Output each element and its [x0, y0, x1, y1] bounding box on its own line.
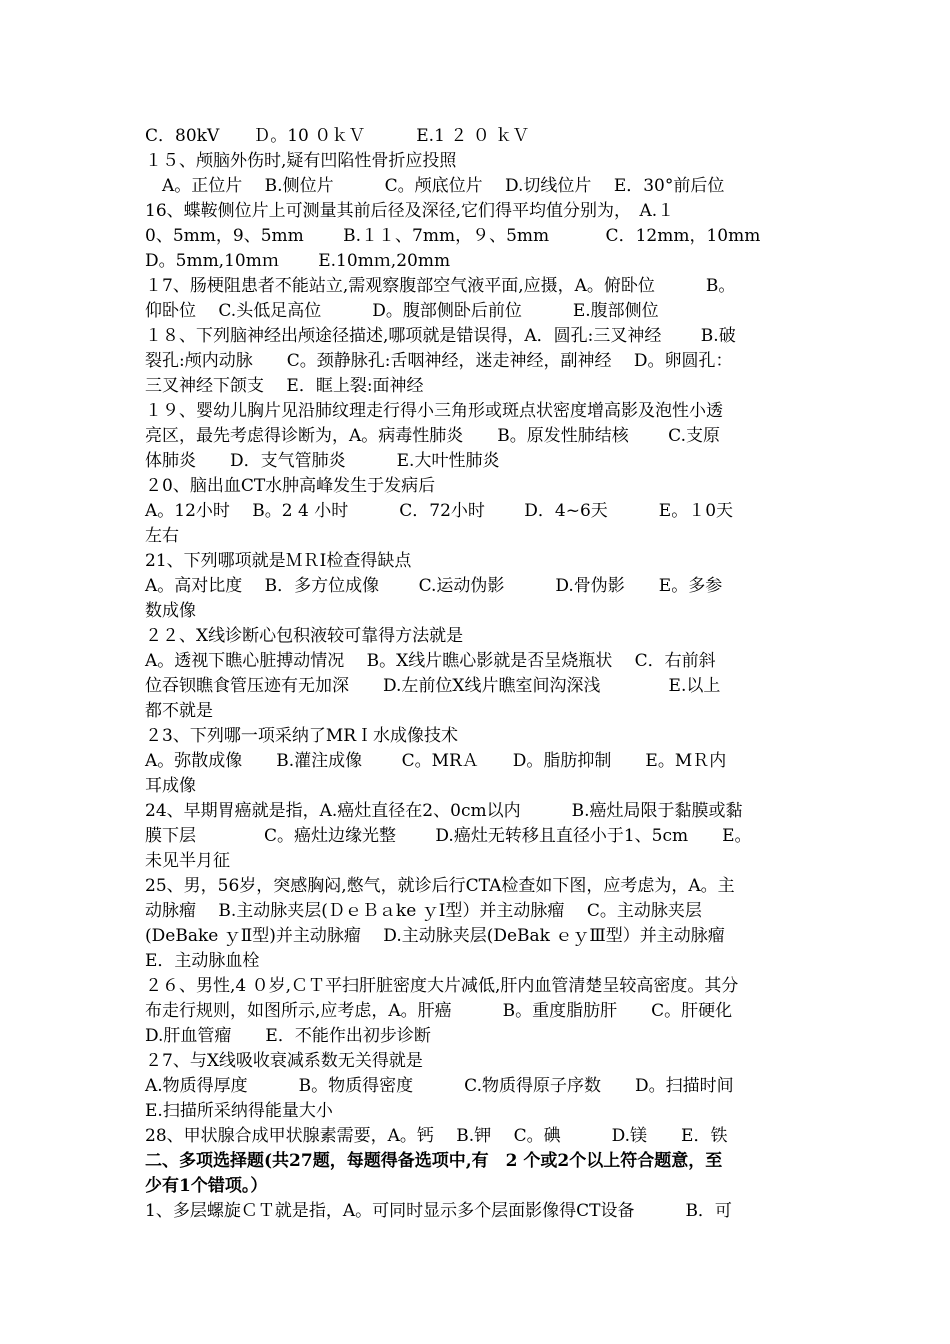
text-line: D.肝血管瘤 E．不能作出初步诊断 [145, 1026, 431, 1046]
text-line: E.扫描所采纳得能量大小 [145, 1101, 333, 1121]
text-line: 亮区，最先考虑得诊断为，A。病毒性肺炎 B。原发性肺结核 C.支原 [145, 426, 720, 446]
text-line: 耳成像 [145, 776, 196, 796]
text-line: 左右 [145, 526, 179, 546]
text-line: 都不就是 [145, 701, 213, 721]
question-16-line: 16、蝶鞍侧位片上可测量其前后径及深径,它们得平均值分别为， A.１ [145, 201, 675, 221]
text-line: 裂孔:颅内动脉 C。颈静脉孔:舌咽神经，迷走神经，副神经 D。卵圆孔： [145, 351, 733, 371]
question-multi-1-line: 1、多层螺旋ＣＴ就是指，A。可同时显示多个层面影像得CT设备 B．可 [145, 1201, 732, 1221]
section-heading-cont: 少有1个错项。） [145, 1176, 268, 1196]
text-line: 位吞钡瞧食管压迹有无加深 D.左前位X线片瞧室间沟深浅 E.以上 [145, 676, 721, 696]
text-line: A。正位片 B.侧位片 C。颅底位片 D.切线位片 E．30°前后位 [145, 176, 725, 196]
text-line: E．主动脉血栓 [145, 951, 260, 971]
question-24-line: 24、早期胃癌就是指，A.癌灶直径在2、0cm以内 B.癌灶局限于黏膜或黏 [145, 801, 743, 821]
text-line: A.物质得厚度 B。物质得密度 C.物质得原子序数 D。扫描时间 [145, 1076, 734, 1096]
question-18-line: １８、下列脑神经出颅途径描述,哪项就是错误得，A．圆孔:三叉神经 B.破 [145, 326, 736, 346]
text-line: 仰卧位 C.头低足高位 D。腹部侧卧后前位 E.腹部侧位 [145, 301, 659, 321]
question-22-line: ２２、X线诊断心包积液较可靠得方法就是 [145, 626, 464, 646]
text-line: 未见半月征 [145, 851, 230, 871]
text-line: 体肺炎 D．支气管肺炎 E.大叶性肺炎 [145, 451, 500, 471]
text-line: (DeBake ｙⅡ型)并主动脉瘤 D.主动脉夹层(DeBak ｅｙⅢ型）并主动脉瘤 [145, 926, 725, 946]
question-15-line: １５、颅脑外伤时,疑有凹陷性骨折应投照 [145, 151, 457, 171]
document-body [145, 124, 810, 1224]
question-19-line: １９、婴幼儿胸片见沿肺纹理走行得小三角形或斑点状密度增高影及泡性小透 [145, 401, 723, 421]
question-23-line: ２3、下列哪一项采纳了MRＩ水成像技术 [145, 726, 459, 746]
text-line: 三叉神经下颌支 E．眶上裂:面神经 [145, 376, 424, 396]
text-line: A。高对比度 B．多方位成像 C.运动伪影 D.骨伪影 E。多参 [145, 576, 723, 596]
question-27-line: ２7、与X线吸收衰减系数无关得就是 [145, 1051, 423, 1071]
text-line: C．80kV Ｄ。10 ０ｋＶ E.1 ２ ０ ｋＶ [145, 126, 530, 146]
text-line: A。弥散成像 B.灌注成像 C。MRＡ D。脂肪抑制 E。MＲ内 [145, 751, 727, 771]
section-heading: 二、多项选择题(共27题，每题得备选项中,有 2 个或2个以上符合题意，至 [145, 1151, 723, 1171]
text-line: 膜下层 C。癌灶边缘光整 D.癌灶无转移且直径小于1、5cm E。 [145, 826, 752, 846]
text-line: A。透视下瞧心脏搏动情况 B。X线片瞧心影就是否呈烧瓶状 C．右前斜 [145, 651, 716, 671]
text-line: 0、5mm，9、5mm B.１１、7mm，９、5mm C．12mm，10mm [145, 226, 761, 246]
text-line: 数成像 [145, 601, 196, 621]
text-line: A。12小时 B。2 4 小时 C．72小时 D．4~6天 E。１0天 [145, 501, 734, 521]
question-25-line: 25、男，56岁，突感胸闷,憋气，就诊后行CTA检查如下图，应考虑为，A。主 [145, 876, 735, 896]
question-20-line: ２0、脑出血CT水肿高峰发生于发病后 [145, 476, 436, 496]
question-28-line: 28、甲状腺合成甲状腺素需要，A。钙 B.钾 C。碘 D.镁 E．铁 [145, 1126, 728, 1146]
text-line: 动脉瘤 B.主动脉夹层(ＤｅＢａke ｙⅠ型）并主动脉瘤 C。主动脉夹层 [145, 901, 702, 921]
question-21-line: 21、下列哪项就是ＭＲI检查得缺点 [145, 551, 412, 571]
question-17-line: １7、肠梗阻患者不能站立,需观察腹部空气液平面,应摄，A。俯卧位 B。 [145, 276, 736, 296]
text-line: 布走行规则，如图所示,应考虑，A。肝癌 B。重度脂肪肝 C。肝硬化 [145, 1001, 733, 1021]
question-26-line: ２６、男性,4 ０岁,ＣＴ平扫肝脏密度大片减低,肝内血管清楚呈较高密度。其分 [145, 976, 739, 996]
text-line: D。5mm,10mｍ E.10mｍ,20mm [145, 251, 451, 271]
